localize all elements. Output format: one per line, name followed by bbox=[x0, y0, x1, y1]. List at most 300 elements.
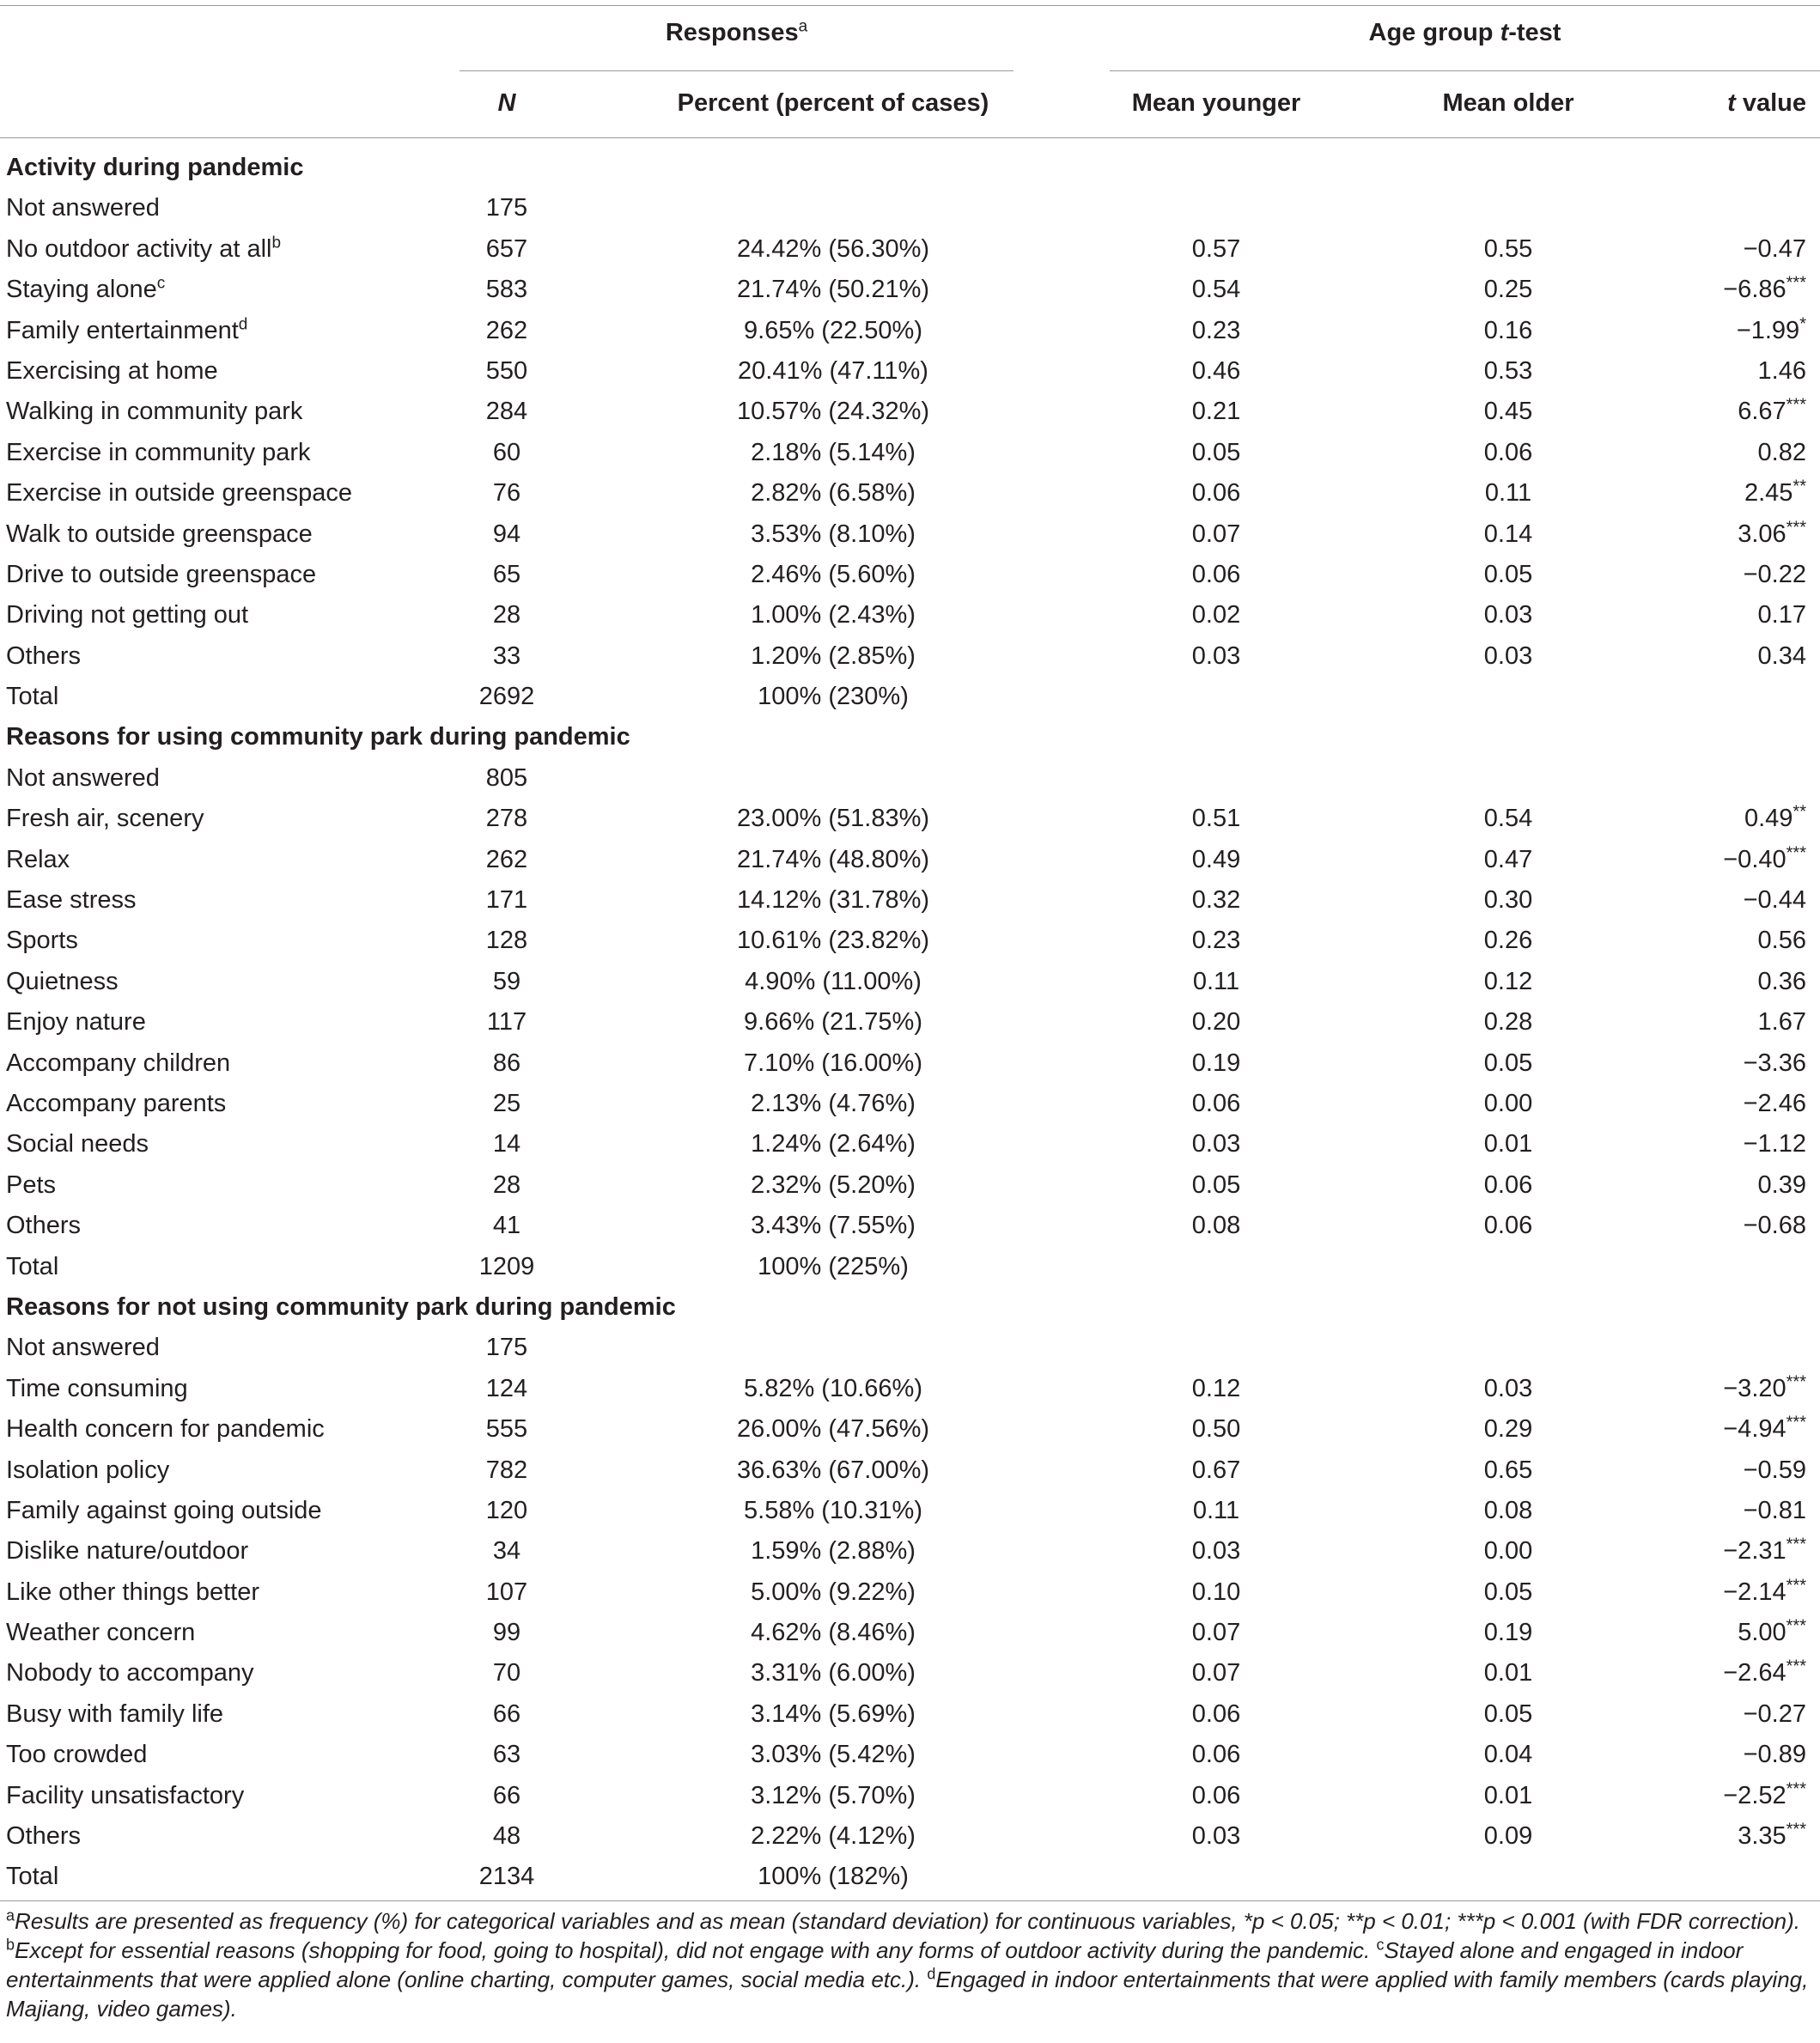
section-heading: Activity during pandemic bbox=[6, 154, 304, 181]
table-row bbox=[0, 555, 1820, 595]
t-value-number: −2.52 bbox=[1723, 1781, 1787, 1809]
row-label-footnote-marker: c bbox=[156, 274, 166, 293]
table-row bbox=[0, 758, 1820, 799]
table-row bbox=[0, 1491, 1820, 1531]
footnote-marker: b bbox=[6, 1936, 15, 1954]
cell-mean-younger: 0.06 bbox=[1191, 1699, 1241, 1728]
cell-n: 94 bbox=[492, 520, 521, 548]
row-label: Family entertainment$^d$ bbox=[6, 314, 248, 344]
t-value-number: 5.00 bbox=[1738, 1619, 1787, 1647]
row-label: Exercising at home bbox=[6, 356, 218, 385]
cell-n: 805 bbox=[485, 763, 528, 792]
t-value-number: 2.45 bbox=[1744, 479, 1793, 508]
cell-mean-younger: 0.07 bbox=[1191, 520, 1241, 548]
table-row bbox=[0, 595, 1820, 635]
table-row bbox=[0, 311, 1820, 351]
cell-n: 60 bbox=[492, 438, 521, 466]
row-label: Staying alone$^c$ bbox=[6, 274, 166, 304]
cell-mean-younger: 0.05 bbox=[1191, 438, 1241, 466]
cell-mean-older: 0.05 bbox=[1483, 1699, 1533, 1728]
t-value-number: 3.35 bbox=[1738, 1822, 1787, 1851]
cell-n: 278 bbox=[485, 805, 528, 833]
cell-percent: 10.61% (23.82%) bbox=[736, 927, 930, 955]
cell-t-value bbox=[1758, 636, 1806, 677]
cell-n: 41 bbox=[492, 1212, 521, 1240]
section-heading: Reasons for using community park during pandemic bbox=[6, 723, 630, 751]
t-value-number: 0.34 bbox=[1757, 641, 1806, 670]
footnote-marker: c bbox=[1376, 1936, 1385, 1954]
cell-mean-older: 0.06 bbox=[1483, 1212, 1533, 1240]
cell-t-value bbox=[1744, 1450, 1806, 1491]
table-row bbox=[0, 1694, 1820, 1735]
row-label: Time consuming bbox=[6, 1374, 188, 1402]
row-label: Exercise in outside greenspace bbox=[6, 479, 353, 508]
cell-mean-younger: 0.03 bbox=[1191, 1822, 1241, 1851]
cell-t-value bbox=[1738, 1613, 1806, 1653]
row-label: Social needs bbox=[6, 1130, 149, 1158]
cell-percent: 21.74% (48.80%) bbox=[736, 845, 930, 873]
row-label: Not answered bbox=[6, 763, 160, 792]
responses-group-rule bbox=[460, 70, 1013, 71]
cell-percent: 2.13% (4.76%) bbox=[751, 1089, 916, 1117]
table-row bbox=[0, 1531, 1820, 1572]
row-label: Isolation policy bbox=[6, 1456, 170, 1484]
cell-t-value bbox=[1758, 1165, 1806, 1206]
cell-mean-older: 0.26 bbox=[1483, 927, 1533, 955]
cell-mean-younger: 0.10 bbox=[1191, 1578, 1241, 1606]
cell-n: 48 bbox=[492, 1822, 521, 1851]
cell-mean-older: 0.03 bbox=[1483, 1374, 1533, 1402]
t-value-number: −2.31 bbox=[1723, 1537, 1787, 1566]
cell-mean-younger: 0.23 bbox=[1191, 927, 1241, 955]
cell-n: 34 bbox=[492, 1537, 521, 1566]
t-value-number: −1.99 bbox=[1736, 316, 1800, 344]
t-value-number: −0.81 bbox=[1743, 1496, 1806, 1524]
cell-mean-older: 0.45 bbox=[1483, 398, 1533, 426]
t-value-number: 6.67 bbox=[1738, 398, 1787, 426]
significance-stars: *** bbox=[1786, 1616, 1806, 1636]
cell-mean-younger: 0.07 bbox=[1191, 1659, 1241, 1687]
cell-t-value bbox=[1744, 799, 1806, 839]
table-row bbox=[0, 1084, 1820, 1124]
cell-n: 128 bbox=[485, 927, 528, 955]
cell-n: 284 bbox=[485, 398, 528, 426]
cell-n: 657 bbox=[485, 234, 528, 263]
agegroup-group-rule bbox=[1110, 70, 1820, 71]
cell-mean-younger: 0.57 bbox=[1191, 234, 1241, 263]
row-label: Weather concern bbox=[6, 1619, 196, 1647]
row-label: Ease stress bbox=[6, 886, 137, 915]
significance-stars: *** bbox=[1786, 395, 1806, 415]
row-label: Exercise in community park bbox=[6, 438, 311, 466]
table-row bbox=[0, 1247, 1820, 1287]
cell-percent: 1.20% (2.85%) bbox=[751, 641, 916, 670]
t-value-number: −0.89 bbox=[1743, 1741, 1806, 1769]
cell-t-value bbox=[1723, 840, 1806, 880]
t-value-number: −0.27 bbox=[1743, 1699, 1806, 1728]
cell-n: 120 bbox=[485, 1496, 528, 1524]
row-label-footnote-marker: b bbox=[271, 234, 282, 252]
t-value-number: 1.67 bbox=[1757, 1008, 1806, 1037]
cell-t-value bbox=[1744, 1043, 1806, 1084]
cell-n: 1209 bbox=[478, 1252, 535, 1280]
cell-mean-younger: 0.32 bbox=[1191, 886, 1241, 915]
cell-percent: 3.53% (8.10%) bbox=[751, 520, 916, 548]
cell-t-value bbox=[1758, 921, 1806, 961]
cell-n: 59 bbox=[492, 967, 521, 995]
cell-mean-older: 0.53 bbox=[1483, 356, 1533, 385]
cell-percent: 14.12% (31.78%) bbox=[736, 886, 930, 915]
cell-mean-younger: 0.05 bbox=[1191, 1170, 1241, 1199]
cell-mean-younger: 0.67 bbox=[1191, 1456, 1241, 1484]
table-row bbox=[0, 229, 1820, 270]
row-label: Not answered bbox=[6, 1334, 160, 1362]
cell-mean-younger: 0.49 bbox=[1191, 845, 1241, 873]
cell-mean-older: 0.65 bbox=[1483, 1456, 1533, 1484]
cell-percent: 3.14% (5.69%) bbox=[751, 1699, 916, 1728]
cell-mean-younger: 0.11 bbox=[1192, 1496, 1240, 1524]
footnote-marker: d bbox=[927, 1965, 936, 1983]
row-label: Total bbox=[6, 683, 59, 711]
cell-t-value bbox=[1744, 1491, 1806, 1531]
t-value-number: −3.20 bbox=[1723, 1374, 1787, 1402]
row-label: Health concern for pandemic bbox=[6, 1415, 325, 1444]
significance-stars: ** bbox=[1793, 802, 1806, 822]
cell-percent: 20.41% (47.11%) bbox=[738, 356, 928, 385]
table-row bbox=[0, 433, 1820, 473]
t-value-number: 0.39 bbox=[1757, 1170, 1806, 1199]
cell-percent: 2.82% (6.58%) bbox=[751, 479, 916, 508]
section-heading-row bbox=[0, 717, 1820, 757]
cell-percent: 100% (230%) bbox=[758, 683, 909, 711]
t-value-number: 3.06 bbox=[1738, 520, 1787, 548]
cell-percent: 4.62% (8.46%) bbox=[751, 1619, 916, 1647]
cell-mean-older: 0.29 bbox=[1483, 1415, 1533, 1444]
cell-t-value bbox=[1758, 1002, 1806, 1043]
responses-sup: a bbox=[798, 17, 808, 36]
cell-mean-older: 0.06 bbox=[1483, 438, 1533, 466]
t-value-number: −0.47 bbox=[1743, 234, 1806, 263]
t-value-number: −0.59 bbox=[1743, 1456, 1806, 1484]
cell-t-value bbox=[1738, 1816, 1806, 1857]
table-row bbox=[0, 1613, 1820, 1653]
cell-t-value bbox=[1758, 351, 1806, 392]
table-row bbox=[0, 1857, 1820, 1897]
table-row bbox=[0, 1816, 1820, 1857]
row-label: Total bbox=[6, 1863, 59, 1891]
cell-n: 107 bbox=[485, 1578, 528, 1606]
row-label: Busy with family life bbox=[6, 1699, 224, 1728]
table-row bbox=[0, 188, 1820, 228]
agegroup-label-post: -test bbox=[1508, 19, 1561, 46]
cell-mean-older: 0.09 bbox=[1483, 1822, 1533, 1851]
cell-mean-younger: 0.11 bbox=[1192, 967, 1240, 995]
table-row bbox=[0, 1450, 1820, 1491]
cell-percent: 3.03% (5.42%) bbox=[751, 1741, 916, 1769]
section-heading: Reasons for not using community park during pandemic bbox=[6, 1292, 676, 1321]
cell-mean-older: 0.30 bbox=[1483, 886, 1533, 915]
cell-mean-younger: 0.12 bbox=[1191, 1374, 1241, 1402]
cell-percent: 3.12% (5.70%) bbox=[751, 1781, 916, 1809]
significance-stars: *** bbox=[1786, 1576, 1806, 1596]
cell-t-value bbox=[1744, 1124, 1806, 1164]
agegroup-label-pre: Age group bbox=[1368, 19, 1500, 46]
cell-percent: 1.59% (2.88%) bbox=[751, 1537, 916, 1566]
table-row bbox=[0, 1735, 1820, 1775]
cell-mean-younger: 0.06 bbox=[1191, 560, 1241, 588]
cell-t-value bbox=[1738, 514, 1806, 555]
cell-mean-older: 0.00 bbox=[1483, 1089, 1533, 1117]
cell-mean-younger: 0.06 bbox=[1191, 1741, 1241, 1769]
header-bottom-rule bbox=[0, 137, 1820, 138]
row-label: Accompany children bbox=[6, 1049, 231, 1077]
t-value-number: −2.46 bbox=[1743, 1089, 1806, 1117]
cell-n: 63 bbox=[492, 1741, 521, 1769]
cell-percent: 5.58% (10.31%) bbox=[744, 1496, 922, 1524]
cell-mean-younger: 0.51 bbox=[1191, 805, 1241, 833]
responses-label: Responses bbox=[665, 19, 799, 46]
cell-mean-older: 0.04 bbox=[1483, 1741, 1533, 1769]
cell-n: 583 bbox=[485, 276, 528, 304]
cell-n: 124 bbox=[485, 1374, 528, 1402]
cell-n: 262 bbox=[485, 316, 528, 344]
table-row bbox=[0, 1206, 1820, 1246]
cell-t-value bbox=[1744, 1694, 1806, 1735]
table-row bbox=[0, 799, 1820, 839]
table-row bbox=[0, 392, 1820, 432]
table-row bbox=[0, 514, 1820, 555]
footnote-text: Except for essential reasons (shopping for food, going to hospital), did not engage with any forms of outdoor activity during the pandemic. bbox=[15, 1937, 1377, 1963]
cell-mean-older: 0.28 bbox=[1483, 1008, 1533, 1037]
significance-stars: *** bbox=[1786, 1413, 1806, 1432]
cell-percent: 3.43% (7.55%) bbox=[751, 1212, 916, 1240]
cell-percent: 23.00% (51.83%) bbox=[736, 805, 930, 833]
col-header-t-italic: t bbox=[1727, 89, 1736, 117]
table-row bbox=[0, 1572, 1820, 1613]
significance-stars: ** bbox=[1793, 477, 1806, 496]
cell-mean-older: 0.11 bbox=[1484, 479, 1532, 508]
t-value-number: −0.68 bbox=[1743, 1212, 1806, 1240]
cell-n: 66 bbox=[492, 1699, 521, 1728]
row-label: Family against going outside bbox=[6, 1496, 322, 1524]
table-row bbox=[0, 840, 1820, 880]
cell-mean-older: 0.05 bbox=[1483, 560, 1533, 588]
cell-mean-younger: 0.54 bbox=[1191, 276, 1241, 304]
col-header-mean-younger: Mean younger bbox=[1131, 89, 1301, 117]
table-row bbox=[0, 1165, 1820, 1206]
footnote-text: Engaged in indoor entertainments that were applied with family members (cards playing, Majiang, video games). bbox=[6, 1967, 1809, 2022]
table-bottom-rule bbox=[0, 1900, 1820, 1901]
t-value-number: −1.12 bbox=[1743, 1130, 1806, 1158]
table-row bbox=[0, 636, 1820, 677]
cell-percent: 5.00% (9.22%) bbox=[751, 1578, 916, 1606]
cell-percent: 100% (182%) bbox=[758, 1863, 909, 1891]
cell-percent: 2.46% (5.60%) bbox=[751, 560, 916, 588]
cell-percent: 7.10% (16.00%) bbox=[744, 1049, 922, 1077]
row-label: Like other things better bbox=[6, 1578, 260, 1606]
cell-n: 262 bbox=[485, 845, 528, 873]
cell-mean-older: 0.06 bbox=[1483, 1170, 1533, 1199]
significance-stars: *** bbox=[1786, 273, 1806, 293]
t-value-number: 0.17 bbox=[1757, 601, 1806, 629]
cell-n: 65 bbox=[492, 560, 521, 588]
row-label: Nobody to accompany bbox=[6, 1659, 254, 1687]
cell-n: 175 bbox=[485, 1334, 528, 1362]
cell-mean-older: 0.19 bbox=[1483, 1619, 1533, 1647]
t-value-number: 0.49 bbox=[1744, 805, 1793, 833]
cell-mean-younger: 0.20 bbox=[1191, 1008, 1241, 1037]
table-row bbox=[0, 1409, 1820, 1450]
t-value-number: 0.56 bbox=[1757, 927, 1806, 955]
table-row bbox=[0, 962, 1820, 1002]
cell-mean-older: 0.05 bbox=[1483, 1049, 1533, 1077]
cell-percent: 4.90% (11.00%) bbox=[745, 967, 922, 995]
row-label: Others bbox=[6, 1212, 82, 1240]
cell-n: 2134 bbox=[478, 1863, 535, 1891]
cell-mean-older: 0.16 bbox=[1483, 316, 1533, 344]
table-row bbox=[0, 921, 1820, 961]
col-header-percent: Percent (percent of cases) bbox=[677, 89, 989, 117]
cell-percent: 1.00% (2.43%) bbox=[751, 601, 916, 629]
row-label: Walk to outside greenspace bbox=[6, 520, 313, 548]
cell-percent: 26.00% (47.56%) bbox=[736, 1415, 930, 1444]
col-header-t-suffix: value bbox=[1735, 89, 1806, 117]
table-row bbox=[0, 880, 1820, 921]
cell-t-value bbox=[1723, 270, 1806, 310]
cell-mean-younger: 0.03 bbox=[1191, 641, 1241, 670]
row-label: Fresh air, scenery bbox=[6, 805, 204, 833]
table-row bbox=[0, 1369, 1820, 1409]
row-label: Others bbox=[6, 1822, 82, 1851]
cell-mean-younger: 0.03 bbox=[1191, 1130, 1241, 1158]
table-row bbox=[0, 351, 1820, 392]
cell-percent: 2.18% (5.14%) bbox=[751, 438, 916, 466]
agegroup-label-t: t bbox=[1500, 19, 1509, 46]
t-value-number: −4.94 bbox=[1723, 1415, 1787, 1444]
t-value-number: −2.14 bbox=[1723, 1578, 1787, 1606]
row-label: Others bbox=[6, 641, 82, 670]
top-rule bbox=[0, 5, 1820, 6]
cell-t-value bbox=[1744, 1735, 1806, 1775]
cell-n: 171 bbox=[485, 886, 528, 915]
footnote-text: Stayed alone and engaged in indoor entertainments that were applied alone (online charting, computer games, social media etc.). bbox=[6, 1937, 1744, 1992]
cell-t-value bbox=[1758, 595, 1806, 635]
t-value-number: −3.36 bbox=[1743, 1049, 1806, 1077]
row-label: Accompany parents bbox=[6, 1089, 227, 1117]
cell-n: 28 bbox=[492, 1170, 521, 1199]
cell-mean-younger: 0.46 bbox=[1191, 356, 1241, 385]
cell-percent: 21.74% (50.21%) bbox=[736, 276, 930, 304]
cell-mean-older: 0.12 bbox=[1483, 967, 1533, 995]
cell-t-value bbox=[1758, 962, 1806, 1002]
cell-mean-older: 0.00 bbox=[1483, 1537, 1533, 1566]
table-body bbox=[0, 148, 1820, 1898]
responses-group-header bbox=[460, 19, 1013, 47]
cell-mean-younger: 0.19 bbox=[1191, 1049, 1241, 1077]
cell-mean-younger: 0.03 bbox=[1191, 1537, 1241, 1566]
table-row bbox=[0, 473, 1820, 514]
row-label: Walking in community park bbox=[6, 398, 303, 426]
table-row bbox=[0, 1328, 1820, 1368]
cell-t-value bbox=[1744, 555, 1806, 595]
cell-n: 175 bbox=[485, 194, 528, 222]
cell-mean-older: 0.14 bbox=[1483, 520, 1533, 548]
cell-t-value bbox=[1744, 880, 1806, 921]
cell-mean-older: 0.03 bbox=[1483, 601, 1533, 629]
cell-t-value bbox=[1723, 1409, 1806, 1450]
row-label: Quietness bbox=[6, 967, 119, 995]
cell-mean-younger: 0.50 bbox=[1191, 1415, 1241, 1444]
row-label: Pets bbox=[6, 1170, 57, 1199]
table-row bbox=[0, 1124, 1820, 1164]
footnote-marker: a bbox=[6, 1906, 15, 1924]
cell-percent: 2.22% (4.12%) bbox=[751, 1822, 916, 1851]
cell-mean-older: 0.25 bbox=[1483, 276, 1533, 304]
row-label: Enjoy nature bbox=[6, 1008, 146, 1037]
cell-n: 99 bbox=[492, 1619, 521, 1647]
cell-t-value bbox=[1737, 311, 1806, 351]
significance-stars: * bbox=[1799, 313, 1806, 333]
row-label: No outdoor activity at all$^b$ bbox=[6, 234, 282, 263]
cell-mean-older: 0.01 bbox=[1483, 1659, 1533, 1687]
cell-percent: 100% (225%) bbox=[758, 1252, 909, 1280]
cell-n: 550 bbox=[485, 356, 528, 385]
table-row bbox=[0, 1653, 1820, 1693]
table-row bbox=[0, 1043, 1820, 1084]
cell-n: 70 bbox=[492, 1659, 521, 1687]
row-label: Too crowded bbox=[6, 1741, 148, 1769]
cell-t-value bbox=[1723, 1369, 1806, 1409]
row-label: Sports bbox=[6, 927, 78, 955]
cell-mean-older: 0.01 bbox=[1483, 1781, 1533, 1809]
cell-percent: 9.66% (21.75%) bbox=[744, 1008, 922, 1037]
cell-t-value bbox=[1723, 1653, 1806, 1693]
cell-t-value bbox=[1738, 392, 1806, 432]
cell-n: 117 bbox=[486, 1008, 527, 1037]
section-heading-row bbox=[0, 1287, 1820, 1328]
table-footnotes bbox=[6, 1906, 1810, 2023]
cell-mean-older: 0.03 bbox=[1483, 641, 1533, 670]
t-value-number: −0.22 bbox=[1743, 560, 1806, 588]
cell-n: 555 bbox=[485, 1415, 528, 1444]
cell-t-value bbox=[1744, 1206, 1806, 1246]
cell-mean-younger: 0.06 bbox=[1191, 1089, 1241, 1117]
cell-n: 28 bbox=[492, 601, 521, 629]
cell-t-value bbox=[1744, 229, 1806, 270]
cell-n: 14 bbox=[492, 1130, 521, 1158]
row-label-footnote-marker: d bbox=[238, 314, 248, 333]
cell-mean-older: 0.55 bbox=[1483, 234, 1533, 263]
t-value-number: 0.82 bbox=[1757, 438, 1806, 466]
cell-mean-younger: 0.06 bbox=[1191, 479, 1241, 508]
significance-stars: *** bbox=[1786, 1372, 1806, 1392]
cell-mean-younger: 0.02 bbox=[1191, 601, 1241, 629]
table-row bbox=[0, 677, 1820, 717]
col-header-mean-older: Mean older bbox=[1442, 89, 1574, 117]
agegroup-group-header bbox=[1110, 19, 1820, 47]
cell-percent: 10.57% (24.32%) bbox=[736, 398, 930, 426]
cell-t-value bbox=[1723, 1572, 1806, 1613]
cell-t-value bbox=[1723, 1531, 1806, 1572]
cell-mean-younger: 0.07 bbox=[1191, 1619, 1241, 1647]
cell-percent: 24.42% (56.30%) bbox=[736, 234, 930, 263]
significance-stars: *** bbox=[1786, 1657, 1806, 1676]
table-row bbox=[0, 1002, 1820, 1043]
cell-n: 86 bbox=[492, 1049, 521, 1077]
cell-n: 66 bbox=[492, 1781, 521, 1809]
t-value-number: −0.40 bbox=[1723, 845, 1787, 873]
cell-percent: 9.65% (22.50%) bbox=[744, 316, 922, 344]
